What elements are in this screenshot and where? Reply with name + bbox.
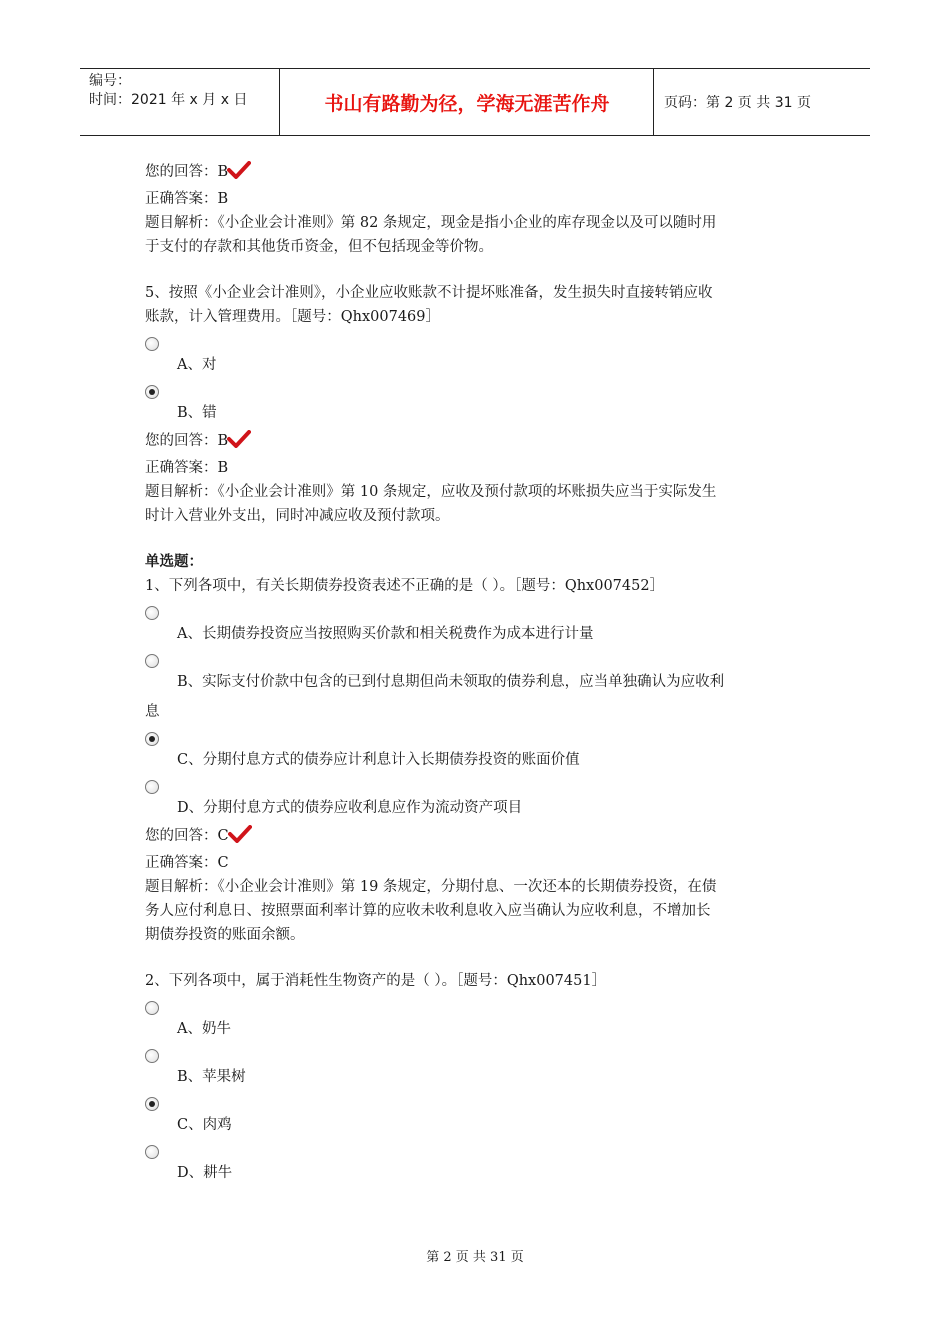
check-icon: [227, 430, 251, 456]
option-label: B、错: [177, 405, 217, 421]
question-stem: 账款，计入管理费用。［题号：Qhx007469］: [145, 309, 441, 325]
option-label: B、苹果树: [177, 1069, 246, 1085]
question-stem: 1、下列各项中，有关长期债券投资表述不正确的是（ ）。［题号：Qhx007452］: [145, 578, 665, 594]
radio-button-c[interactable]: [145, 1097, 159, 1111]
prev-analysis-line: 题目解析：《小企业会计准则》第 82 条规定，现金是指小企业的库存现金以及可以随时用: [145, 215, 717, 231]
your-answer: 您的回答：B: [145, 429, 815, 456]
radio-button-a[interactable]: [145, 337, 159, 351]
radio-button-b[interactable]: [145, 654, 159, 668]
radio-button-d[interactable]: [145, 1145, 159, 1159]
option-label-continuation: 息: [145, 704, 160, 720]
analysis-line: 时计入营业外支出，同时冲减应收及预付款项。: [145, 508, 450, 524]
correct-answer: 正确答案：B: [145, 460, 229, 476]
prev-analysis-line: 于支付的存款和其他货币资金，但不包括现金等价物。: [145, 239, 493, 255]
page-header: [80, 68, 870, 136]
question-stem: 2、下列各项中，属于消耗性生物资产的是（ ）。［题号：Qhx007451］: [145, 973, 607, 989]
analysis-line: 务人应付利息日、按照票面利率计算的应收未收利息收入应当确认为应收利息，不增加长: [145, 903, 711, 919]
question-stem: 5、按照《小企业会计准则》，小企业应收账款不计提坏账准备，发生损失时直接转销应收: [145, 285, 713, 301]
header-page-info: 页码：第 2 页 共 31 页: [664, 95, 811, 111]
analysis-line: 期债券投资的账面余额。: [145, 927, 305, 943]
option-label: D、分期付息方式的债券应收利息应作为流动资产项目: [177, 800, 523, 816]
option-label: A、长期债券投资应当按照购买价款和相关税费作为成本进行计量: [177, 626, 594, 642]
check-icon: [227, 161, 251, 187]
option-label: A、对: [177, 357, 217, 373]
analysis-line: 题目解析：《小企业会计准则》第 10 条规定，应收及预付款项的坏账损失应当于实际发生: [145, 484, 717, 500]
option-label: D、耕牛: [177, 1165, 233, 1181]
serial-label: 编号：: [89, 73, 131, 89]
document-body: [145, 160, 815, 1189]
header-motto: 书山有路勤为径，学海无涯苦作舟: [281, 69, 654, 135]
correct-answer: 正确答案：C: [145, 855, 229, 871]
prev-correct-answer: 正确答案：B: [145, 191, 229, 207]
your-answer: 您的回答：C: [145, 824, 815, 851]
time-label: 时间：2021 年 x 月 x 日: [89, 92, 248, 108]
check-icon: [228, 825, 252, 851]
option-label: C、肉鸡: [177, 1117, 232, 1133]
radio-button-b[interactable]: [145, 1049, 159, 1063]
prev-your-answer: 您的回答：B: [145, 160, 815, 187]
option-label: B、实际支付价款中包含的已到付息期但尚未领取的债券利息，应当单独确认为应收利: [177, 674, 725, 690]
radio-button-b[interactable]: [145, 385, 159, 399]
radio-button-a[interactable]: [145, 1001, 159, 1015]
option-label: C、分期付息方式的债券应计利息计入长期债券投资的账面价值: [177, 752, 580, 768]
option-label: A、奶牛: [177, 1021, 231, 1037]
radio-button-a[interactable]: [145, 606, 159, 620]
section-title: 单选题：: [145, 554, 203, 570]
radio-button-c[interactable]: [145, 732, 159, 746]
radio-button-d[interactable]: [145, 780, 159, 794]
page-footer: 第 2 页 共 31 页: [426, 1250, 524, 1265]
analysis-line: 题目解析：《小企业会计准则》第 19 条规定，分期付息、一次还本的长期债券投资，在债: [145, 879, 717, 895]
header-meta: [80, 69, 280, 135]
